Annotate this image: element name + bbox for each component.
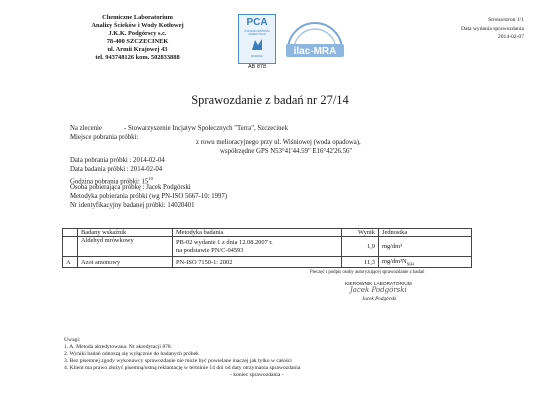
lab-postcode-city: 78-400 SZCZECINEK <box>106 38 169 45</box>
pca-logo-badge: BADANIA <box>251 55 263 58</box>
sampling-hour-minutes: 10 <box>148 176 153 181</box>
page-info <box>420 16 524 42</box>
sampler: Osoba pobierająca próbkę : Jacek Podgórski <box>70 184 191 191</box>
table-header-flag <box>63 229 78 237</box>
test-date: Data badania próbki : 2014-02-04 <box>70 166 163 173</box>
pca-logo-text: PCA <box>246 17 268 28</box>
pca-emblem-icon <box>249 37 265 53</box>
head-of-lab-label: KIEROWNIK LABORATORIUM <box>345 282 412 287</box>
pca-logo-subtitle: POLSKIE CENTRUM AKREDYTACJI <box>244 30 270 36</box>
lab-letterhead <box>60 14 215 62</box>
note-item: 2. Wyniki badań odnoszą się wyłącznie do badanych próbek <box>64 351 199 357</box>
sampling-hour-text: Godzina pobrania próbki: 15 <box>70 178 149 186</box>
lab-phone: tel. 943748126 kom. 502833888 <box>95 54 180 61</box>
client-value: - Stowarzyszenie Incjatyw Społecznych "Terra", Szczecinek <box>124 125 288 132</box>
row-indicator: Azot amonowy <box>78 257 173 268</box>
handwritten-signature: Jacek Podgórski <box>350 286 407 294</box>
issue-date-label: Data wydania sprawozdania <box>460 25 524 32</box>
sampling-method: Metodyka pobierania próbki (wg PN-ISO 5667-10: 1997) <box>70 193 228 200</box>
notes-section <box>64 337 300 379</box>
page-number: Strona/stron 1/1 <box>488 17 524 23</box>
row-unit: mg/dm³ <box>379 237 472 257</box>
issue-date: 2014-02-07 <box>497 34 524 40</box>
signature-caption: Pieczęć i podpis osoby autoryzującej sprawozdanie z badań <box>310 270 425 275</box>
table-header-unit: Jednostka <box>379 229 472 237</box>
note-item: 1. A. Metoda akredytowana. Nr akredytacji 878. <box>64 344 173 350</box>
table-header-method: Metodyka badania <box>173 229 342 237</box>
row-method <box>173 237 342 257</box>
row-result: 11,3 <box>342 257 379 268</box>
row-unit-subscript: NH4 <box>406 262 415 267</box>
pca-logo <box>238 14 276 64</box>
row-unit-text: mg/dm³N <box>382 257 407 265</box>
notes-heading: Uwagi: <box>64 337 81 343</box>
row-flag <box>63 237 78 257</box>
lab-name-line-2: Analizy Ścieków i Wody Kotłowej <box>91 22 184 29</box>
report-end-marker: - koniec sprawozdania - <box>230 372 284 378</box>
row-flag: A <box>63 257 78 268</box>
sample-id: Nr identyfikacyjny badanej próbki: 14020401 <box>70 202 195 209</box>
row-method-line-1: PB-02 wydanie 1 z dnia 12.08.2007 r. <box>176 238 273 246</box>
client-label: Na zlecenie <box>70 125 102 132</box>
row-result: 1,9 <box>342 237 379 257</box>
row-unit <box>379 257 472 268</box>
sampling-place-line-1: z rowu melioracyjnego przy ul. Wiśniowej (woda opadowa), <box>196 139 361 146</box>
table-header-row <box>63 229 472 237</box>
table-header-indicator: Badany wskaźnik <box>78 229 173 237</box>
sampling-place-line-2: współrzędne GPS N53°41'44.59" E16°42'26.56" <box>220 148 353 155</box>
row-method-line-2: na podstawie PN/C-04593 <box>176 246 244 254</box>
sampling-date: Data pobrania próbki : 2014-02-04 <box>70 157 165 164</box>
results-table <box>62 228 472 268</box>
row-method: PN-ISO 7150-1: 2002 <box>173 257 342 268</box>
ilac-logo-text: ilac-MRA <box>293 46 337 57</box>
accreditation-number: AB 878 <box>247 64 267 70</box>
table-row <box>63 257 472 268</box>
ilac-mra-logo <box>284 20 346 64</box>
sampling-place-label: Miejsce pobrania próbki: <box>70 134 139 141</box>
lab-name-line-1: Chemiczne Laboratorium <box>102 14 173 21</box>
note-item: 3. Bez pisemnej zgody wykonawcy sprawozdanie nie może być powielane inaczej jak tylko w całości <box>64 358 292 364</box>
lab-owner: J.K.K. Podgórscy s.c. <box>108 30 167 37</box>
report-title: Sprawozdanie z badań nr 27/14 <box>191 93 349 107</box>
table-header-result: Wynik <box>342 229 379 237</box>
row-indicator: Aldehyd mrówkowy <box>78 237 173 257</box>
table-row <box>63 237 472 257</box>
lab-street: ul. Armii Krajowej 43 <box>107 46 168 53</box>
signatory-name: Jacek Podgórski <box>362 296 397 302</box>
note-item: 4. Klient ma prawo złożyć pisemną/ustną reklamację w terminie 14 dni od daty otrzymania sprawozdania <box>64 365 301 371</box>
